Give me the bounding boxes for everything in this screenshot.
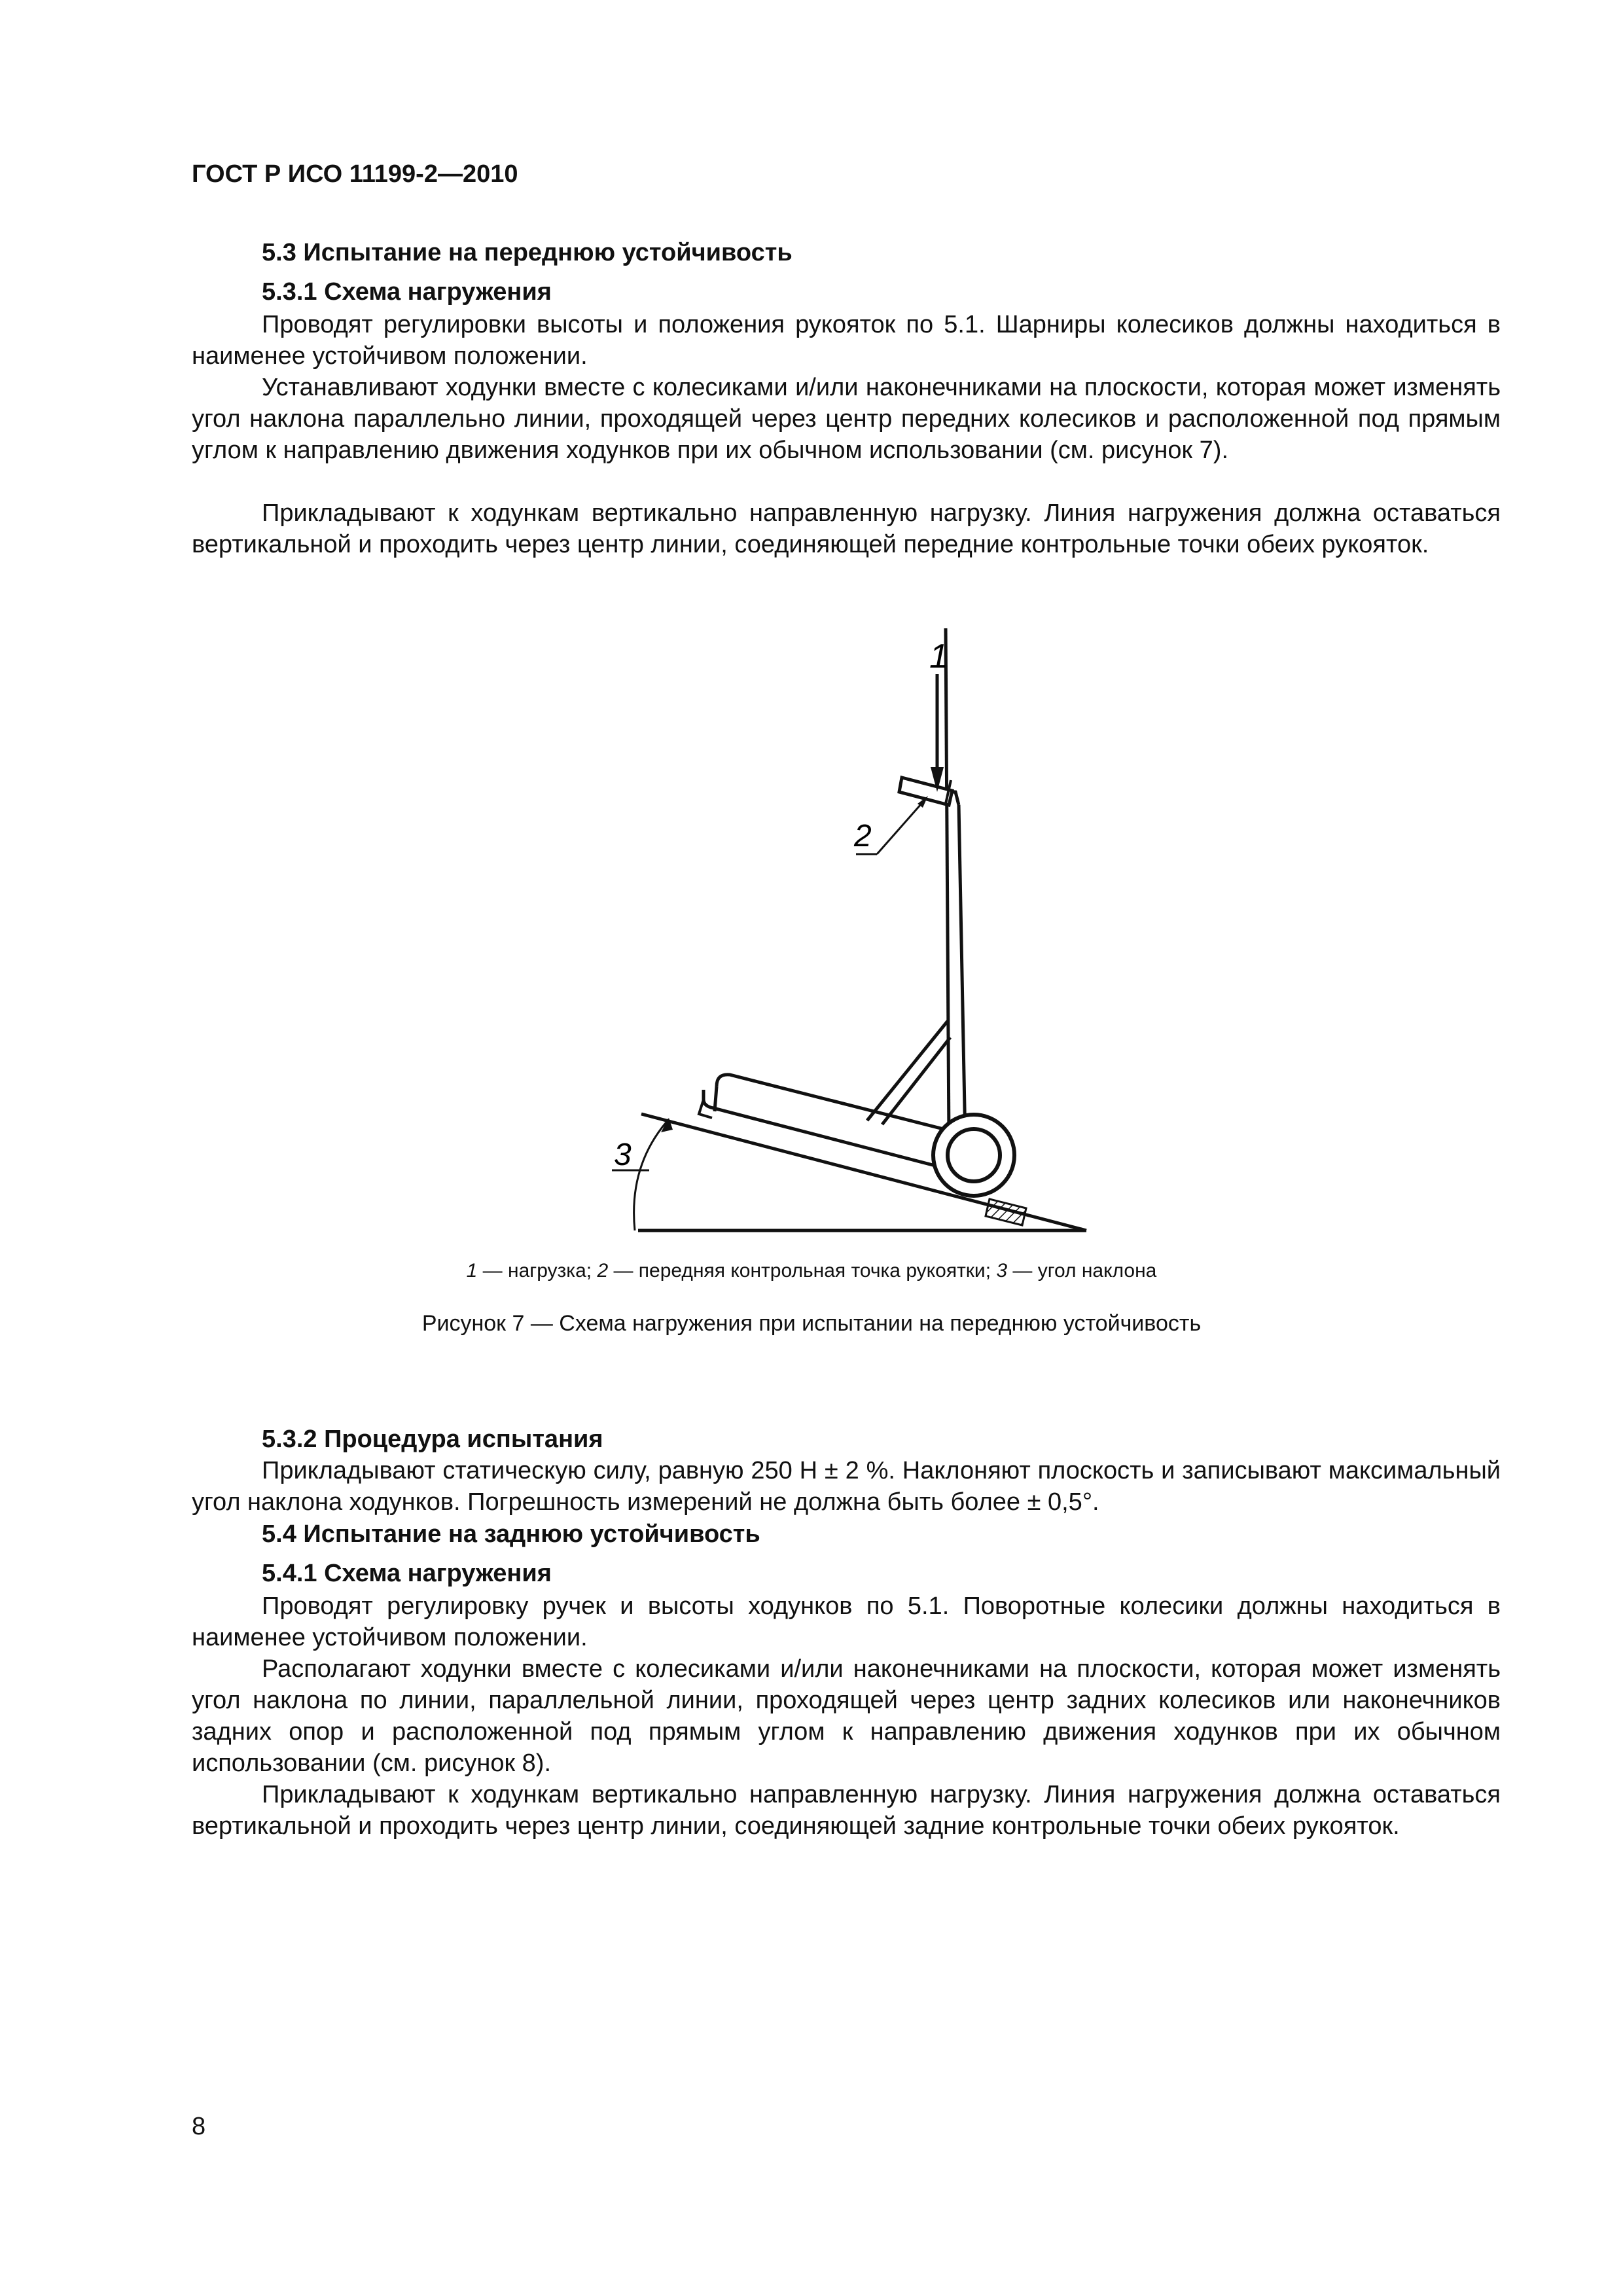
wheel-block	[986, 1199, 1026, 1225]
brace-lower	[882, 1037, 950, 1124]
label-load: 1	[929, 637, 948, 675]
paragraph: Располагают ходунки вместе с колесиками и/или наконечниками на плоскости, которая может изменять угол наклона по линии, параллельной линии, проходящей через центр задних колесиков или наконечников задних опор и расположенной под прямым углом к направлению движения ходунков при их обычном использовании (см. рисунок 8).	[192, 1655, 1501, 1777]
label-reference-point: 2	[854, 819, 872, 853]
paragraph: Проводят регулировку ручек и высоты ходунков по 5.1. Поворотные колесики должны находиться в наименее устойчивом положении.	[192, 1592, 1501, 1651]
paragraph: Прикладывают к ходункам вертикально направленную нагрузку. Линия нагружения должна оставаться вертикальной и проходить через центр линии, соединяющей задние контрольные точки обеих рукояток.	[192, 1781, 1501, 1840]
section-5-3-2-title: 5.3.2 Процедура испытания	[262, 1426, 603, 1453]
angle-arc	[634, 1119, 669, 1230]
figure-7-diagram	[589, 628, 1113, 1244]
paragraph: Прикладывают статическую силу, равную 250 Н ± 2 %. Наклоняют плоскость и записывают максимальный угол наклона ходунков. Погрешность измерений не должна быть более ± 0,5°.	[192, 1457, 1501, 1516]
section-5-4-title: 5.4 Испытание на заднюю устойчивость	[262, 1520, 760, 1548]
section-5-4-1-title: 5.4.1 Схема нагружения	[262, 1560, 552, 1587]
brace-upper	[867, 1021, 948, 1121]
front-wheel-inner	[948, 1129, 1000, 1181]
paragraph: Проводят регулировки высоты и положения рукояток по 5.1. Шарниры колесиков должны находиться в наименее устойчивом положении.	[192, 311, 1501, 370]
label-2-leader	[877, 798, 926, 854]
label-angle: 3	[614, 1138, 632, 1172]
page-number: 8	[192, 2113, 206, 2140]
upright-front	[946, 628, 949, 1139]
paragraph: Устанавливают ходунки вместе с колесиками и/или наконечниками на плоскости, которая может изменять угол наклона параллельно линии, проходящей через центр передних колесиков и расположенной под прямым углом к направлению движения ходунков при их обычном использовании (см. рисунок 7).	[192, 374, 1501, 464]
figure-legend: 1 — нагрузка; 2 — передняя контрольная точка рукоятки; 3 — угол наклона	[466, 1260, 1157, 1282]
upright-back	[959, 805, 965, 1143]
paragraph: Прикладывают к ходункам вертикально направленную нагрузку. Линия нагружения должна оставаться вертикальной и проходить через центр линии, соединяющей передние контрольные точки обеих рукояток.	[192, 499, 1501, 558]
section-5-3-title: 5.3 Испытание на переднюю устойчивость	[262, 239, 793, 266]
document-header: ГОСТ Р ИСО 11199-2—2010	[192, 160, 518, 188]
figure-caption: Рисунок 7 — Схема нагружения при испытании на переднюю устойчивость	[421, 1311, 1202, 1336]
section-5-3-1-title: 5.3.1 Схема нагружения	[262, 278, 552, 306]
